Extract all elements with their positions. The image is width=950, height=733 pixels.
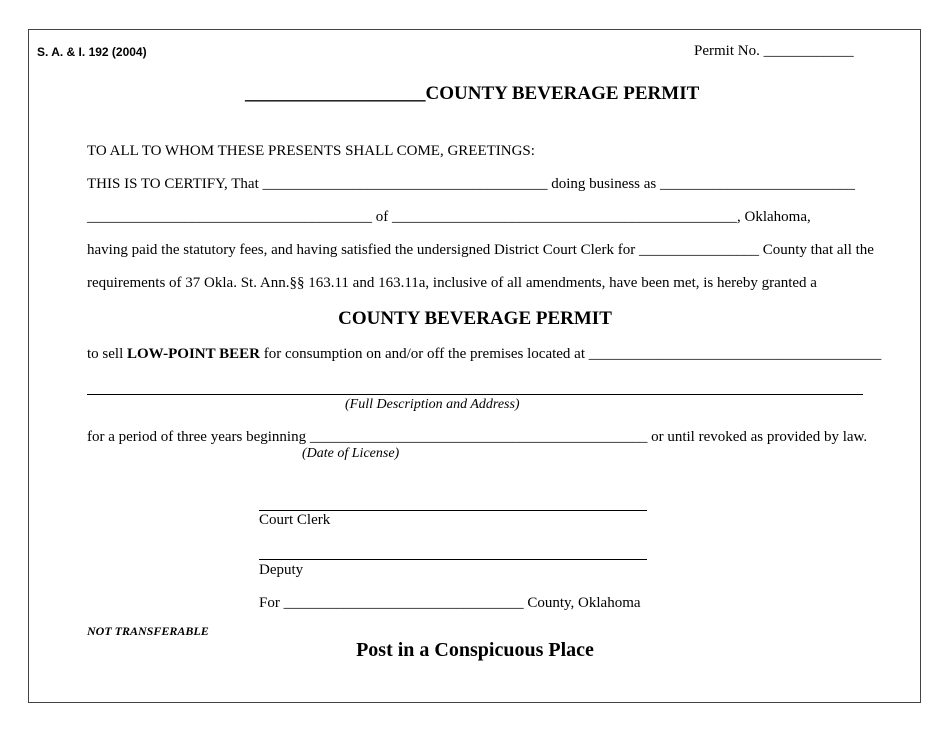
oklahoma-label: , Oklahoma, — [737, 209, 811, 225]
statutory-fees-line — [87, 242, 874, 259]
address-line — [87, 209, 811, 226]
form-number: S. A. & I. 192 (2004) — [37, 45, 147, 59]
premises-blank: _______________________________________ — [588, 346, 882, 362]
address-blank-1: ______________________________________ — [87, 209, 372, 225]
certify-line — [87, 176, 855, 193]
for-blank: ________________________________ — [283, 595, 524, 611]
not-transferable-notice: NOT TRANSFERABLE — [87, 624, 209, 638]
county-blank: ________________ — [638, 242, 759, 258]
period-line — [87, 429, 867, 446]
title-text: COUNTY BEVERAGE PERMIT — [425, 83, 700, 104]
sell-line — [87, 346, 881, 363]
date-caption: (Date of License) — [302, 446, 400, 461]
post-notice: Post in a Conspicuous Place — [356, 639, 594, 661]
certify-prefix: THIS IS TO CERTIFY, That — [87, 176, 259, 192]
dba-blank: __________________________ — [660, 176, 856, 192]
doing-business-as-label: doing business as — [551, 176, 657, 192]
county-suffix: County that all the — [762, 242, 874, 258]
description-caption: (Full Description and Address) — [345, 397, 520, 412]
certify-blank: ______________________________________ — [262, 176, 548, 192]
permit-heading: COUNTY BEVERAGE PERMIT — [338, 308, 612, 329]
period-prefix: for a period of three years beginning — [87, 429, 307, 445]
permit-number-field: Permit No. ____________ — [694, 43, 854, 59]
sell-suffix: for consumption on and/or off the premises located at — [263, 346, 586, 362]
period-suffix: or until revoked as provided by law. — [651, 429, 868, 445]
period-blank: _____________________________________________ — [309, 429, 648, 445]
title-blank: ___________________ — [245, 83, 426, 104]
greeting: TO ALL TO WHOM THESE PRESENTS SHALL COME, GREETINGS: — [87, 143, 535, 159]
address-blank-2: ______________________________________________ — [392, 209, 737, 225]
for-county-line — [259, 595, 641, 612]
low-point-beer: LOW-POINT BEER — [127, 346, 260, 362]
page-title — [245, 83, 699, 105]
of-label: of — [375, 209, 389, 225]
for-label: For — [259, 595, 280, 611]
description-rule — [87, 394, 863, 395]
requirements-line: requirements of 37 Okla. St. Ann.§§ 163.11 and 163.11a, inclusive of all amendments, have been met, is hereby granted a — [87, 275, 817, 291]
court-clerk-signature-line — [259, 510, 647, 511]
court-clerk-label: Court Clerk — [259, 512, 331, 528]
fees-text: having paid the statutory fees, and having satisfied the undersigned District Court Clerk for — [87, 242, 636, 258]
county-oklahoma-label: County, Oklahoma — [527, 595, 641, 611]
deputy-signature-line — [259, 559, 647, 560]
sell-prefix: to sell — [87, 346, 124, 362]
deputy-label: Deputy — [259, 562, 304, 578]
